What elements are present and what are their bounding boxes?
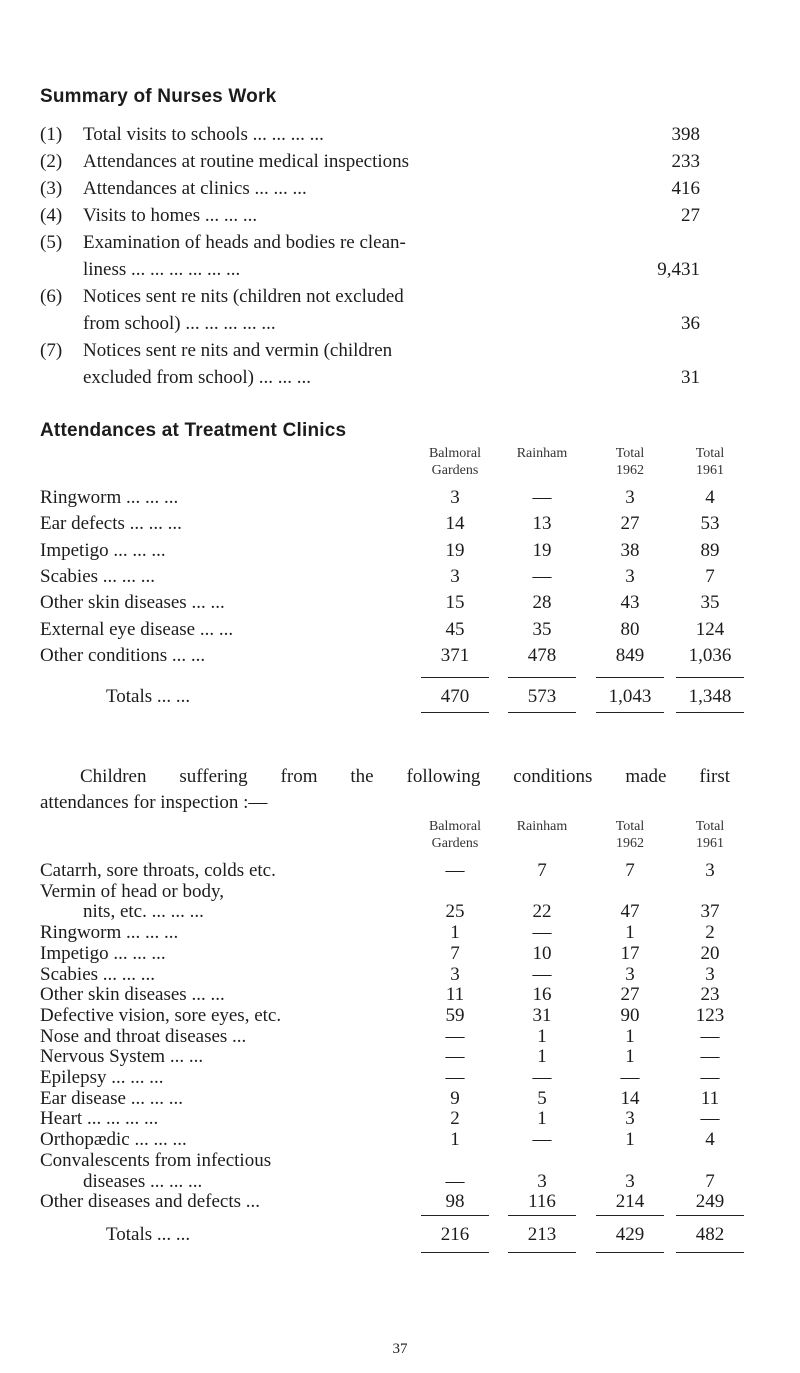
item-value: 233	[671, 151, 700, 172]
total-rule	[421, 677, 489, 678]
total-rule	[596, 1252, 664, 1253]
row-label: Epilepsy ... ... ...	[40, 1067, 164, 1088]
item-number: (5)	[40, 232, 63, 253]
table-cell: 23	[700, 984, 720, 1006]
item-value: 9,431	[657, 259, 700, 280]
table-cell: 1	[537, 1025, 547, 1047]
table-cell: 14	[445, 513, 465, 535]
row-label: Nervous System ... ...	[40, 1046, 204, 1068]
row-label: Other diseases and defects ...	[40, 1191, 261, 1213]
total-rule	[508, 1252, 576, 1253]
row-label: Ringworm ... ... ...	[40, 922, 179, 944]
table-cell: 1	[537, 1108, 547, 1130]
table-cell: 53	[700, 513, 720, 535]
table-cell: 7	[705, 565, 715, 587]
item-value: 416	[671, 178, 700, 199]
column-header	[660, 818, 760, 852]
table-cell: —	[532, 922, 552, 944]
table-cell: 3	[625, 963, 635, 985]
summary-heading: Summary of Nurses Work	[40, 86, 277, 107]
inspection-intro	[40, 764, 730, 816]
column-header-line: Total	[695, 446, 725, 461]
item-number: (4)	[40, 205, 63, 226]
table-cell: —	[445, 1067, 465, 1088]
table-cell: 13	[532, 513, 552, 535]
table-cell: 10	[532, 942, 552, 964]
table-cell: 7	[625, 860, 635, 881]
table-cell: 371	[440, 644, 470, 666]
item-label: Visits to homes ... ... ...	[83, 205, 258, 226]
total-rule	[596, 712, 664, 713]
column-header-line: 1961	[696, 836, 724, 851]
column-header-line: 1961	[696, 463, 724, 478]
item-label: liness ... ... ... ... ... ...	[83, 259, 241, 280]
item-label: from school) ... ... ... ... ...	[83, 313, 276, 334]
row-label: Ear defects ... ... ...	[40, 513, 182, 535]
table-cell: 478	[527, 644, 557, 666]
table-cell: —	[532, 1067, 552, 1088]
column-header	[492, 818, 592, 835]
table-cell: 89	[700, 539, 720, 561]
table-cell: 7	[537, 860, 547, 881]
table-cell: 15	[445, 592, 465, 614]
total-rule	[508, 712, 576, 713]
item-value: 36	[681, 313, 700, 334]
item-value: 27	[681, 205, 700, 226]
column-header	[492, 445, 592, 462]
total-rule	[676, 712, 744, 713]
table-cell: 14	[620, 1087, 640, 1109]
row-label: Impetigo ... ... ...	[40, 539, 166, 561]
item-label: Examination of heads and bodies re clean-	[83, 232, 406, 253]
table-cell: 1	[625, 1046, 635, 1068]
total-rule	[676, 677, 744, 678]
table-cell: 20	[700, 942, 720, 964]
row-label: Heart ... ... ... ...	[40, 1108, 159, 1130]
table-cell: 28	[532, 592, 552, 614]
row-label: External eye disease ... ...	[40, 618, 234, 640]
column-header-line: Total	[695, 819, 725, 834]
column-header-line: 1962	[616, 463, 644, 478]
table-cell: 38	[620, 539, 640, 561]
table-cell: 7	[450, 942, 460, 964]
row-label: Impetigo ... ... ...	[40, 942, 166, 964]
row-label: diseases ... ... ...	[83, 1170, 203, 1192]
total-rule	[508, 1215, 576, 1216]
table-cell: 1	[625, 1129, 635, 1151]
table-cell: 59	[445, 1004, 465, 1026]
table-cell: 27	[620, 513, 640, 535]
table-cell: 80	[620, 618, 640, 640]
table-cell: 19	[532, 539, 552, 561]
intro-line: attendances for inspection :—	[40, 792, 268, 813]
table-cell: 31	[532, 1004, 552, 1026]
table-cell: 90	[620, 1004, 640, 1026]
item-label: excluded from school) ... ... ...	[83, 367, 311, 388]
table-cell: 1	[450, 922, 460, 944]
column-header-line: Total	[615, 446, 645, 461]
row-label: Catarrh, sore throats, colds etc.	[40, 860, 276, 881]
table-cell: 22	[532, 901, 552, 923]
total-rule	[421, 1215, 489, 1216]
row-label: Convalescents from infectious	[40, 1149, 272, 1171]
column-header-line: Total	[615, 819, 645, 834]
page-number: 37	[392, 1341, 408, 1357]
table-cell: 4	[705, 487, 715, 508]
row-label: nits, etc. ... ... ...	[83, 901, 204, 923]
item-label: Total visits to schools ... ... ... ...	[83, 124, 324, 145]
item-number: (1)	[40, 124, 63, 145]
table-cell: 47	[620, 901, 640, 923]
table-cell: 4	[705, 1129, 715, 1151]
table-cell: 43	[620, 592, 640, 614]
table-cell: —	[532, 1129, 552, 1151]
table-cell: 1	[450, 1129, 460, 1151]
table-cell: 3	[450, 487, 460, 508]
item-value: 398	[671, 124, 700, 145]
table-cell: 1	[625, 922, 635, 944]
total-rule	[676, 1215, 744, 1216]
item-label: Attendances at clinics ... ... ...	[83, 178, 307, 199]
total-rule	[596, 677, 664, 678]
column-header-line: Balmoral	[428, 819, 482, 834]
table-cell: —	[532, 963, 552, 985]
table-cell: —	[445, 1025, 465, 1047]
item-value: 31	[681, 367, 700, 388]
table-cell: 1	[625, 1025, 635, 1047]
item-label: Attendances at routine medical inspections	[83, 151, 410, 172]
total-rule	[421, 1252, 489, 1253]
row-label: Ringworm ... ... ...	[40, 487, 179, 508]
column-header-line: Gardens	[431, 836, 479, 851]
table-cell: —	[532, 487, 552, 508]
item-label: Notices sent re nits and vermin (children	[83, 340, 393, 361]
table-cell: 3	[450, 565, 460, 587]
item-number: (7)	[40, 340, 63, 361]
table-cell: 3	[537, 1170, 547, 1192]
totals-cell: 213	[527, 1224, 557, 1245]
row-label: Ear disease ... ... ...	[40, 1087, 183, 1109]
total-rule	[421, 712, 489, 713]
table-cell: 19	[445, 539, 465, 561]
item-label: Notices sent re nits (children not excluded	[83, 286, 404, 307]
item-number: (2)	[40, 151, 63, 172]
table-cell: 3	[625, 565, 635, 587]
table-cell: 3	[705, 963, 715, 985]
column-header-line: 1962	[616, 836, 644, 851]
totals-cell: 216	[440, 1224, 470, 1245]
totals-cell: 470	[440, 686, 470, 707]
totals-label: Totals ... ...	[106, 1224, 191, 1245]
totals-cell: 1,348	[688, 686, 732, 707]
total-rule	[508, 677, 576, 678]
total-rule	[676, 1252, 744, 1253]
totals-cell: 429	[615, 1224, 645, 1245]
table-cell: 37	[700, 901, 720, 923]
table-cell: 1	[537, 1046, 547, 1068]
totals-label: Totals ... ...	[106, 686, 191, 707]
table-cell: 27	[620, 984, 640, 1006]
table-cell: 98	[445, 1191, 465, 1213]
item-number: (3)	[40, 178, 63, 199]
table-cell: 25	[445, 901, 465, 923]
table-cell: —	[445, 1170, 465, 1192]
totals-cell: 482	[695, 1224, 725, 1245]
table-cell: 3	[625, 1170, 635, 1192]
table-cell: 16	[532, 984, 552, 1006]
row-label: Scabies ... ... ...	[40, 963, 156, 985]
table-cell: 124	[695, 618, 725, 640]
column-header-line: Balmoral	[428, 446, 482, 461]
table-cell: 2	[705, 922, 715, 944]
column-header-line: Rainham	[516, 819, 568, 834]
treatment-heading: Attendances at Treatment Clinics	[40, 420, 347, 441]
column-header-line: Rainham	[516, 446, 568, 461]
table-cell: —	[445, 860, 465, 881]
table-cell: 5	[537, 1087, 547, 1109]
table-cell: 214	[615, 1191, 645, 1213]
column-header-line: Gardens	[431, 463, 479, 478]
table-cell: 35	[700, 592, 720, 614]
row-label: Other conditions ... ...	[40, 644, 206, 666]
row-label: Vermin of head or body,	[40, 880, 224, 902]
table-cell: 1,036	[688, 644, 732, 666]
table-cell: 45	[445, 618, 465, 640]
table-cell: —	[700, 1046, 720, 1068]
item-number: (6)	[40, 286, 63, 307]
row-label: Other skin diseases ... ...	[40, 592, 225, 614]
table-cell: 11	[700, 1087, 720, 1109]
column-header	[660, 445, 760, 479]
table-cell: 849	[615, 644, 645, 666]
table-cell: —	[700, 1067, 720, 1088]
row-label: Defective vision, sore eyes, etc.	[40, 1004, 282, 1026]
table-cell: 3	[625, 487, 635, 508]
row-label: Orthopædic ... ... ...	[40, 1129, 187, 1151]
table-cell: 9	[450, 1087, 460, 1109]
table-cell: —	[620, 1067, 640, 1088]
row-label: Scabies ... ... ...	[40, 565, 156, 587]
row-label: Other skin diseases ... ...	[40, 984, 225, 1006]
total-rule	[596, 1215, 664, 1216]
table-cell: 3	[625, 1108, 635, 1130]
table-cell: 35	[532, 618, 552, 640]
totals-cell: 573	[527, 686, 557, 707]
table-cell: —	[700, 1108, 720, 1130]
table-cell: 17	[620, 942, 640, 964]
table-cell: 2	[450, 1108, 460, 1130]
table-cell: —	[700, 1025, 720, 1047]
table-cell: 7	[705, 1170, 715, 1192]
table-cell: 123	[695, 1004, 725, 1026]
table-cell: 11	[445, 984, 465, 1006]
table-cell: 116	[528, 1191, 556, 1213]
intro-line: Children suffering from the following conditions made first	[80, 766, 730, 787]
table-cell: 249	[695, 1191, 725, 1213]
table-cell: —	[445, 1046, 465, 1068]
totals-cell: 1,043	[608, 686, 652, 707]
row-label: Nose and throat diseases ...	[40, 1025, 247, 1047]
table-cell: 3	[705, 860, 715, 881]
table-cell: 3	[450, 963, 460, 985]
table-cell: —	[532, 565, 552, 587]
